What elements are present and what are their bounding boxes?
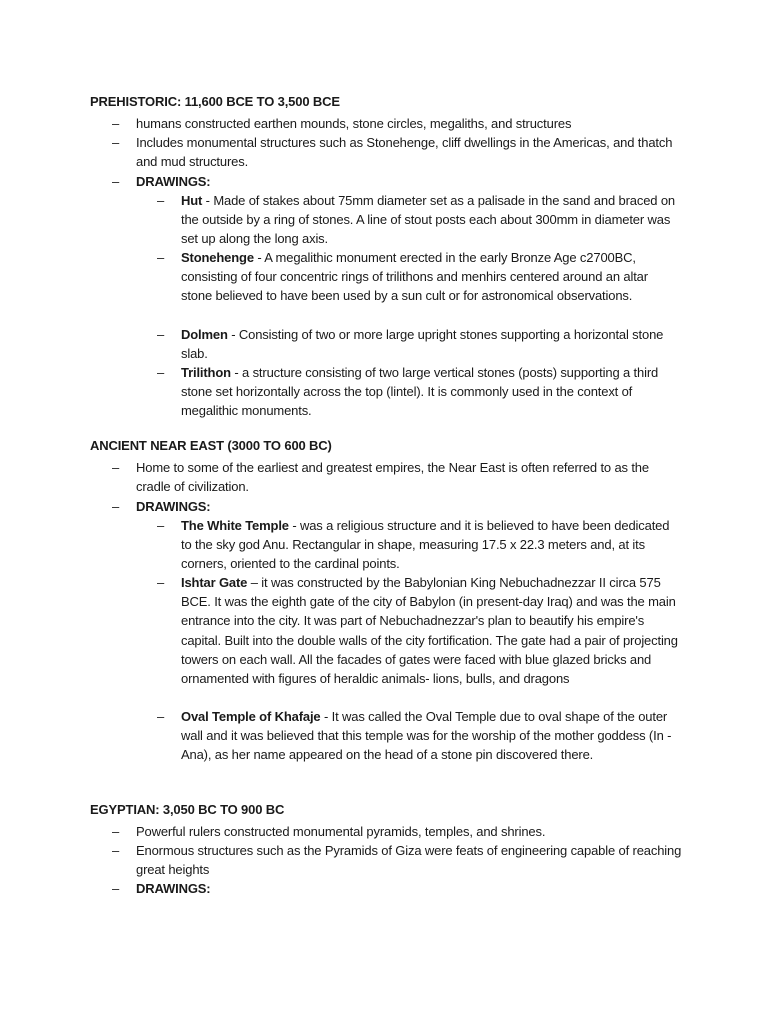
dash-bullet: – xyxy=(157,575,165,590)
dash-bullet: – xyxy=(157,250,165,265)
bullet-item xyxy=(112,458,684,496)
dash-bullet: – xyxy=(112,174,120,189)
section-heading-egyptian: EGYPTIAN: 3,050 BC TO 900 BC xyxy=(90,802,285,817)
drawing-description: A megalithic monument erected in the early Bronze Age c2700BC, consisting of four concentric rings of trilithons and menhirs centered around an altar stone believed to have been used by a sun cult or for astronomical observations. xyxy=(181,250,648,304)
dash-bullet: – xyxy=(112,135,120,150)
dash-bullet: – xyxy=(112,460,120,475)
dash-bullet: – xyxy=(112,116,120,131)
drawing-separator: - xyxy=(227,327,239,342)
bullet-text: Enormous structures such as the Pyramids of Giza were feats of engineering capable of reaching great heights xyxy=(136,843,682,878)
dash-bullet: – xyxy=(112,881,120,896)
bullet-text: Powerful rulers constructed monumental pyramids, temples, and shrines. xyxy=(136,824,546,839)
drawing-item-white-temple xyxy=(157,516,681,574)
section-heading-ancient-near-east: ANCIENT NEAR EAST (3000 TO 600 BC) xyxy=(90,438,332,453)
bullet-text: humans constructed earthen mounds, stone circles, megaliths, and structures xyxy=(136,116,572,131)
drawing-term: Hut xyxy=(181,193,203,208)
drawing-item-stonehenge xyxy=(157,248,681,306)
dash-bullet: – xyxy=(112,499,120,514)
bullet-item xyxy=(112,879,684,898)
drawing-separator: – xyxy=(247,575,262,590)
dash-bullet: – xyxy=(157,327,165,342)
drawing-term: Oval Temple of Khafaje xyxy=(181,709,321,724)
drawing-separator: - xyxy=(320,709,332,724)
drawing-term: Dolmen xyxy=(181,327,228,342)
dash-bullet: – xyxy=(112,824,120,839)
drawing-term: Ishtar Gate xyxy=(181,575,248,590)
bullet-item xyxy=(112,133,684,171)
bullet-item xyxy=(112,822,684,841)
drawing-separator: - xyxy=(202,193,214,208)
bullet-item xyxy=(112,497,684,516)
drawing-description: was a religious structure and it is believed to have been dedicated to the sky god Anu. Rectangular in shape, measuring 17.5 x 22.3 meters and, at its corners, oriented to the cardinal points. xyxy=(181,518,670,572)
bullet-item xyxy=(112,841,684,879)
bullet-text: Includes monumental structures such as Stonehenge, cliff dwellings in the Americas, and thatch and mud structures. xyxy=(136,135,673,170)
drawing-separator: - xyxy=(288,518,300,533)
dash-bullet: – xyxy=(112,843,120,858)
drawings-label: DRAWINGS: xyxy=(136,174,211,189)
drawing-item-hut xyxy=(157,191,681,249)
bullet-item xyxy=(112,172,684,191)
section-heading-prehistoric: PREHISTORIC: 11,600 BCE TO 3,500 BCE xyxy=(90,94,340,109)
drawing-description: Consisting of two or more large upright stones supporting a horizontal stone slab. xyxy=(181,327,664,362)
drawing-term: The White Temple xyxy=(181,518,289,533)
drawing-term: Trilithon xyxy=(181,365,231,380)
drawing-description: a structure consisting of two large vertical stones (posts) supporting a third stone set horizontally across the top (lintel). It is commonly used in the context of megalithic monuments. xyxy=(181,365,659,419)
drawing-item-trilithon xyxy=(157,363,681,421)
dash-bullet: – xyxy=(157,709,165,724)
drawings-label: DRAWINGS: xyxy=(136,499,211,514)
drawing-separator: - xyxy=(230,365,243,380)
drawing-item-dolmen xyxy=(157,325,681,363)
drawing-description: It was called the Oval Temple due to oval shape of the outer wall and it was believed that this temple was for the worship of the mother goddess (In -Ana), as her name appeared on the head of a stone pin discovered there. xyxy=(181,709,672,763)
bullet-text: Home to some of the earliest and greatest empires, the Near East is often referred to as the cradle of civilization. xyxy=(136,460,649,495)
drawing-term: Stonehenge xyxy=(181,250,254,265)
dash-bullet: – xyxy=(157,365,165,380)
drawing-description: Made of stakes about 75mm diameter set as a palisade in the sand and braced on the outside by a ring of stones. A line of stout posts each about 300mm in diameter was set up along the long axis. xyxy=(181,193,675,247)
drawing-description: it was constructed by the Babylonian King Nebuchadnezzar II circa 575 BCE. It was the eighth gate of the city of Babylon (in present-day Iraq) and was the main entrance into the city. It was part of Nebuchadnezzar's plan to beautify his empire's capital. Built into the double walls of the city fortification. The gate had a pair of projecting towers on each wall. All the facades of gates were faced with blue glazed bricks and ornamented with figures of heraldic animals- lions, bulls, and dragons xyxy=(181,575,678,687)
drawing-item-oval-temple-khafaje xyxy=(157,707,681,765)
bullet-item xyxy=(112,114,684,133)
dash-bullet: – xyxy=(157,518,165,533)
drawing-separator: - xyxy=(253,250,265,265)
drawing-item-ishtar-gate xyxy=(157,573,681,688)
dash-bullet: – xyxy=(157,193,165,208)
drawings-label: DRAWINGS: xyxy=(136,881,211,896)
